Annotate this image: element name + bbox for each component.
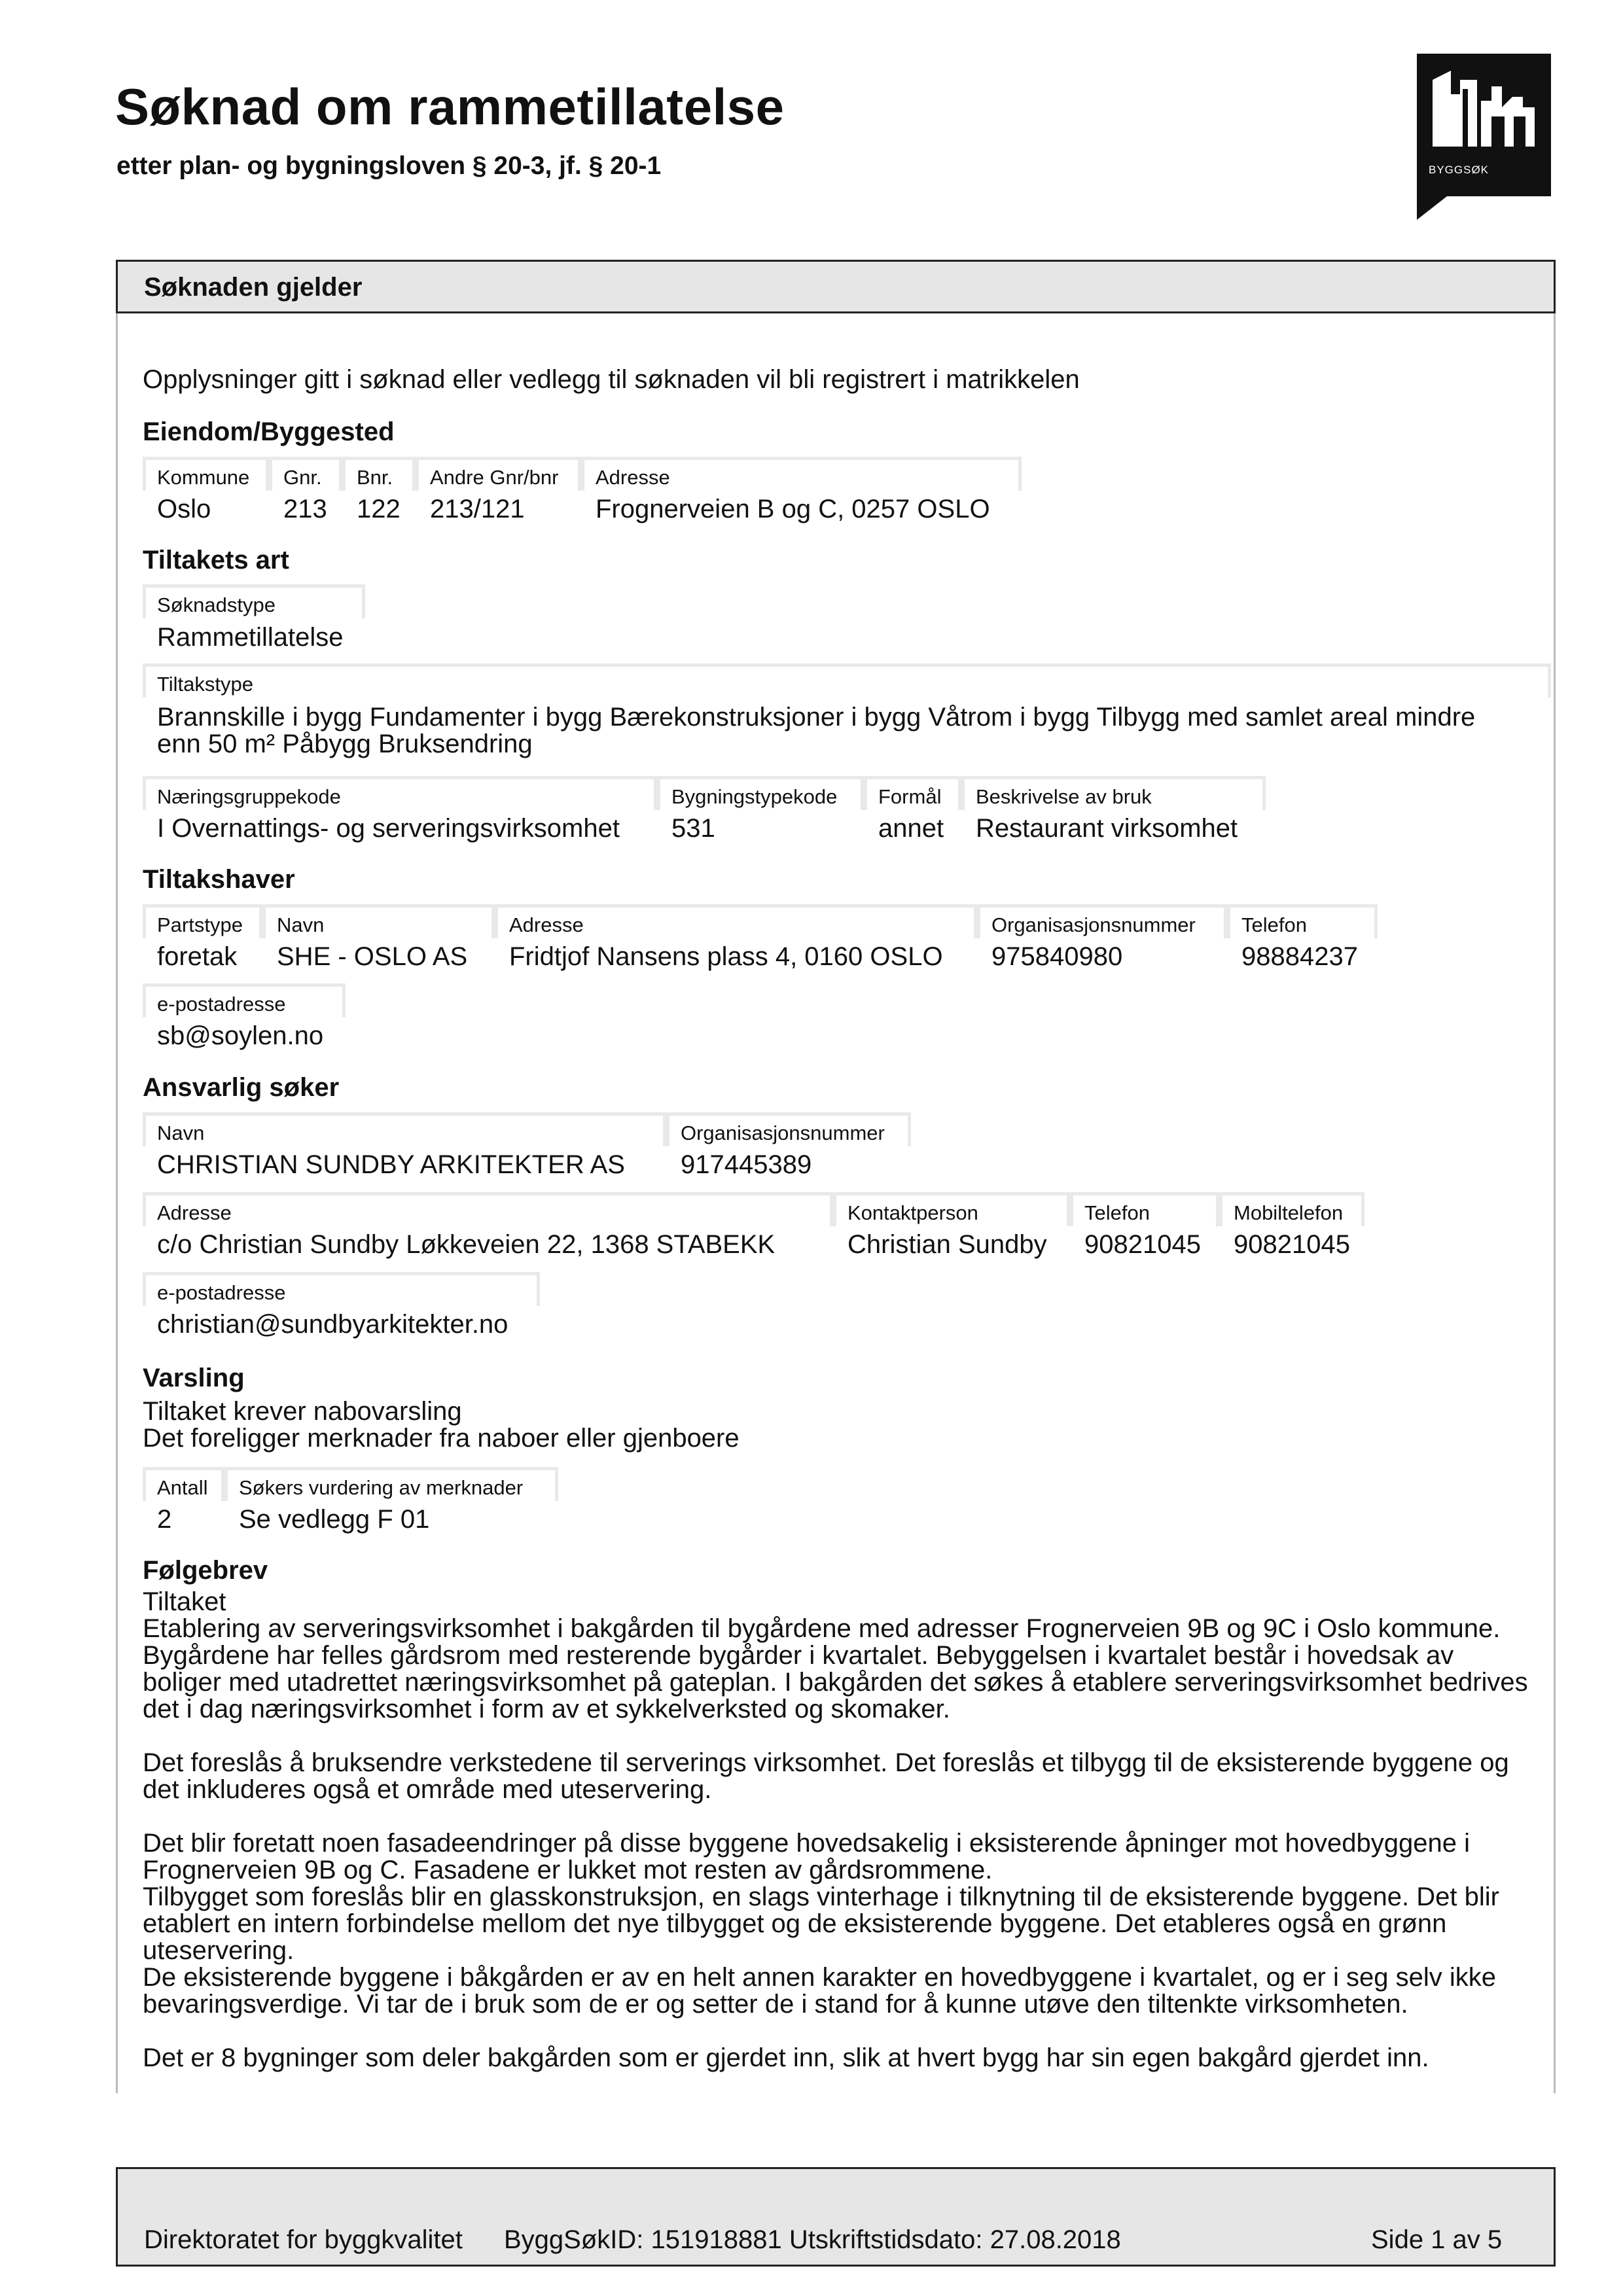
heading-eiendom: Eiendom/Byggested: [143, 417, 395, 446]
value-tiltakstype-line2: enn 50 m² Påbygg Bruksendring: [157, 730, 533, 758]
varsling-line1: Tiltaket krever nabovarsling: [143, 1397, 462, 1426]
folgebrev-paragraph: De eksisterende byggene i båkgården er av en helt annen karakter en hovedbyggene i kvartalet, og er i seg selv ikke bevaringsverdige. Vi tar de i bruk som de er og setter de i stand for å kunne utøve den tiltenkte virksomheten.: [143, 1963, 1496, 2019]
byggsok-logo: [1417, 54, 1551, 196]
value-epost[interactable]: sb@soylen.no: [157, 1021, 324, 1050]
value-organisasjonsnummer: 917445389: [681, 1150, 812, 1179]
heading-varsling: Varsling: [143, 1364, 245, 1392]
folgebrev-paragraph: Det blir foretatt noen fasadeendringer på disse byggene hovedsakelig i eksisterende åpninger mot hovedbyggene i Frognerveien 9B og C. Fasadene er lukket mot resten av gårdsrommene.: [143, 1829, 1471, 1884]
label-gnr: Gnr.: [283, 466, 322, 489]
value-antall: 2: [157, 1505, 172, 1534]
label-kontaktperson: Kontaktperson: [847, 1201, 978, 1224]
folgebrev-paragraph: Etablering av serveringsvirksomhet i bakgården til bygårdene med adresser Frognerveien 9B og 9C i Oslo kommune. Bygårdene har felles gårdsrom med resterende bygårder i kvartalet. Bebyggelsen i kvartalet består i hovedsak av boliger med utadrettet næringsvirksomhet på gateplan. I bakgården det søkes å etablere serveringsvirksomhet bedrives det i dag næringsvirksomhet i form av et sykkelverksted og skomaker.: [143, 1614, 1528, 1723]
value-telefon: 98884237: [1241, 942, 1358, 971]
building-logo-icon: [1431, 68, 1537, 153]
heading-tiltakets-art: Tiltakets art: [143, 546, 289, 574]
value-gnr: 213: [283, 495, 327, 523]
section-header: Søknaden gjelder: [144, 273, 363, 302]
value-organisasjonsnummer: 975840980: [991, 942, 1123, 971]
folgebrev-paragraph: Tiltaket: [143, 1587, 226, 1616]
label-telefon: Telefon: [1241, 913, 1307, 936]
value-bygningstypekode: 531: [671, 814, 715, 843]
value-bnr: 122: [357, 495, 401, 523]
label-tiltakstype: Tiltakstype: [157, 673, 254, 696]
value-soknadstype: Rammetillatelse: [157, 623, 344, 652]
label-bygningstypekode: Bygningstypekode: [671, 785, 838, 808]
value-navn: CHRISTIAN SUNDBY ARKITEKTER AS: [157, 1150, 625, 1179]
folgebrev-body: [143, 1589, 1537, 2072]
heading-folgebrev: Følgebrev: [143, 1556, 268, 1585]
value-kommune: Oslo: [157, 495, 211, 523]
label-telefon: Telefon: [1084, 1201, 1150, 1224]
varsling-line2: Det foreligger merknader fra naboer eller gjenboere: [143, 1424, 740, 1453]
label-bnr: Bnr.: [357, 466, 393, 489]
logo-tail: [1417, 196, 1447, 220]
label-epost: e-postadresse: [157, 1281, 286, 1304]
value-beskrivelse-av-bruk: Restaurant virksomhet: [976, 814, 1238, 843]
value-telefon: 90821045: [1084, 1230, 1201, 1259]
value-epost[interactable]: christian@sundbyarkitekter.no: [157, 1310, 508, 1339]
folgebrev-paragraph: Det er 8 bygninger som deler bakgården som er gjerdet inn, slik at hvert bygg har sin egen bakgård gjerdet inn.: [143, 2043, 1429, 2072]
value-sokers-vurdering: Se vedlegg F 01: [239, 1505, 430, 1534]
label-adresse: Adresse: [596, 466, 670, 489]
label-andre-gnr-bnr: Andre Gnr/bnr: [430, 466, 559, 489]
folgebrev-paragraph: Det foreslås å bruksendre verkstedene til serverings virksomhet. Det foreslås et tilbygg til de eksisterende byggene og det inkluderes også et område med uteservering.: [143, 1748, 1509, 1804]
label-mobiltelefon: Mobiltelefon: [1234, 1201, 1344, 1224]
value-kontaktperson: Christian Sundby: [847, 1230, 1047, 1259]
value-navn: SHE - OSLO AS: [277, 942, 468, 971]
footer-id-date: ByggSøkID: 151918881 Utskriftstidsdato: 27.08.2018: [504, 2225, 1121, 2254]
cell-frame: [143, 1112, 666, 1146]
value-adresse: Frognerveien B og C, 0257 OSLO: [596, 495, 990, 523]
value-andre-gnr-bnr: 213/121: [430, 495, 525, 523]
value-mobiltelefon: 90821045: [1234, 1230, 1350, 1259]
value-tiltakstype-line1: Brannskille i bygg Fundamenter i bygg Bærekonstruksjoner i bygg Våtrom i bygg Tilbygg med samlet areal mindre: [157, 703, 1476, 732]
intro-text: Opplysninger gitt i søknad eller vedlegg til søknaden vil bli registrert i matrikkelen: [143, 365, 1080, 394]
heading-ansvarlig-soker: Ansvarlig søker: [143, 1073, 340, 1102]
section-header-bar: [116, 260, 1556, 313]
cell-frame: [143, 1192, 833, 1226]
label-adresse: Adresse: [157, 1201, 232, 1224]
value-partstype: foretak: [157, 942, 238, 971]
label-soknadstype: Søknadstype: [157, 593, 276, 616]
label-kommune: Kommune: [157, 466, 250, 489]
cell-frame: [143, 663, 1551, 698]
value-adresse: Fridtjof Nansens plass 4, 0160 OSLO: [509, 942, 943, 971]
label-formal: Formål: [878, 785, 942, 808]
label-epost: e-postadresse: [157, 993, 286, 1016]
footer-page-number: Side 1 av 5: [1371, 2225, 1503, 2254]
label-partstype: Partstype: [157, 913, 243, 936]
folgebrev-paragraph: Tilbygget som foreslås blir en glasskonstruksjon, en slags vinterhage i tilknytning til de eksisterende byggene. Det blir etablert en intern forbindelse mellom det nye tilbygget og de eksisterende byggene. Det etableres også en grønn uteservering.: [143, 1882, 1499, 1965]
logo-text: BYGGSØK: [1429, 164, 1489, 176]
label-navn: Navn: [157, 1122, 205, 1144]
value-naeringsgruppekode: I Overnattings- og serveringsvirksomhet: [157, 814, 620, 843]
label-antall: Antall: [157, 1476, 208, 1499]
label-adresse: Adresse: [509, 913, 584, 936]
label-organisasjonsnummer: Organisasjonsnummer: [681, 1122, 885, 1144]
footer-organization: Direktoratet for byggkvalitet: [144, 2225, 463, 2254]
value-formal: annet: [878, 814, 944, 843]
label-navn: Navn: [277, 913, 325, 936]
heading-tiltakshaver: Tiltakshaver: [143, 865, 295, 894]
page-footer: [116, 2167, 1556, 2267]
frame-left: [116, 313, 118, 2093]
document-subtitle: etter plan- og bygningsloven § 20-3, jf. § 20-1: [116, 152, 662, 180]
document-title: Søknad om rammetillatelse: [115, 78, 785, 135]
frame-right: [1554, 313, 1556, 2093]
value-adresse: c/o Christian Sundby Løkkeveien 22, 1368 STABEKK: [157, 1230, 776, 1259]
label-organisasjonsnummer: Organisasjonsnummer: [991, 913, 1196, 936]
label-naeringsgruppekode: Næringsgruppekode: [157, 785, 341, 808]
label-sokers-vurdering: Søkers vurdering av merknader: [239, 1476, 524, 1499]
label-beskrivelse-av-bruk: Beskrivelse av bruk: [976, 785, 1152, 808]
